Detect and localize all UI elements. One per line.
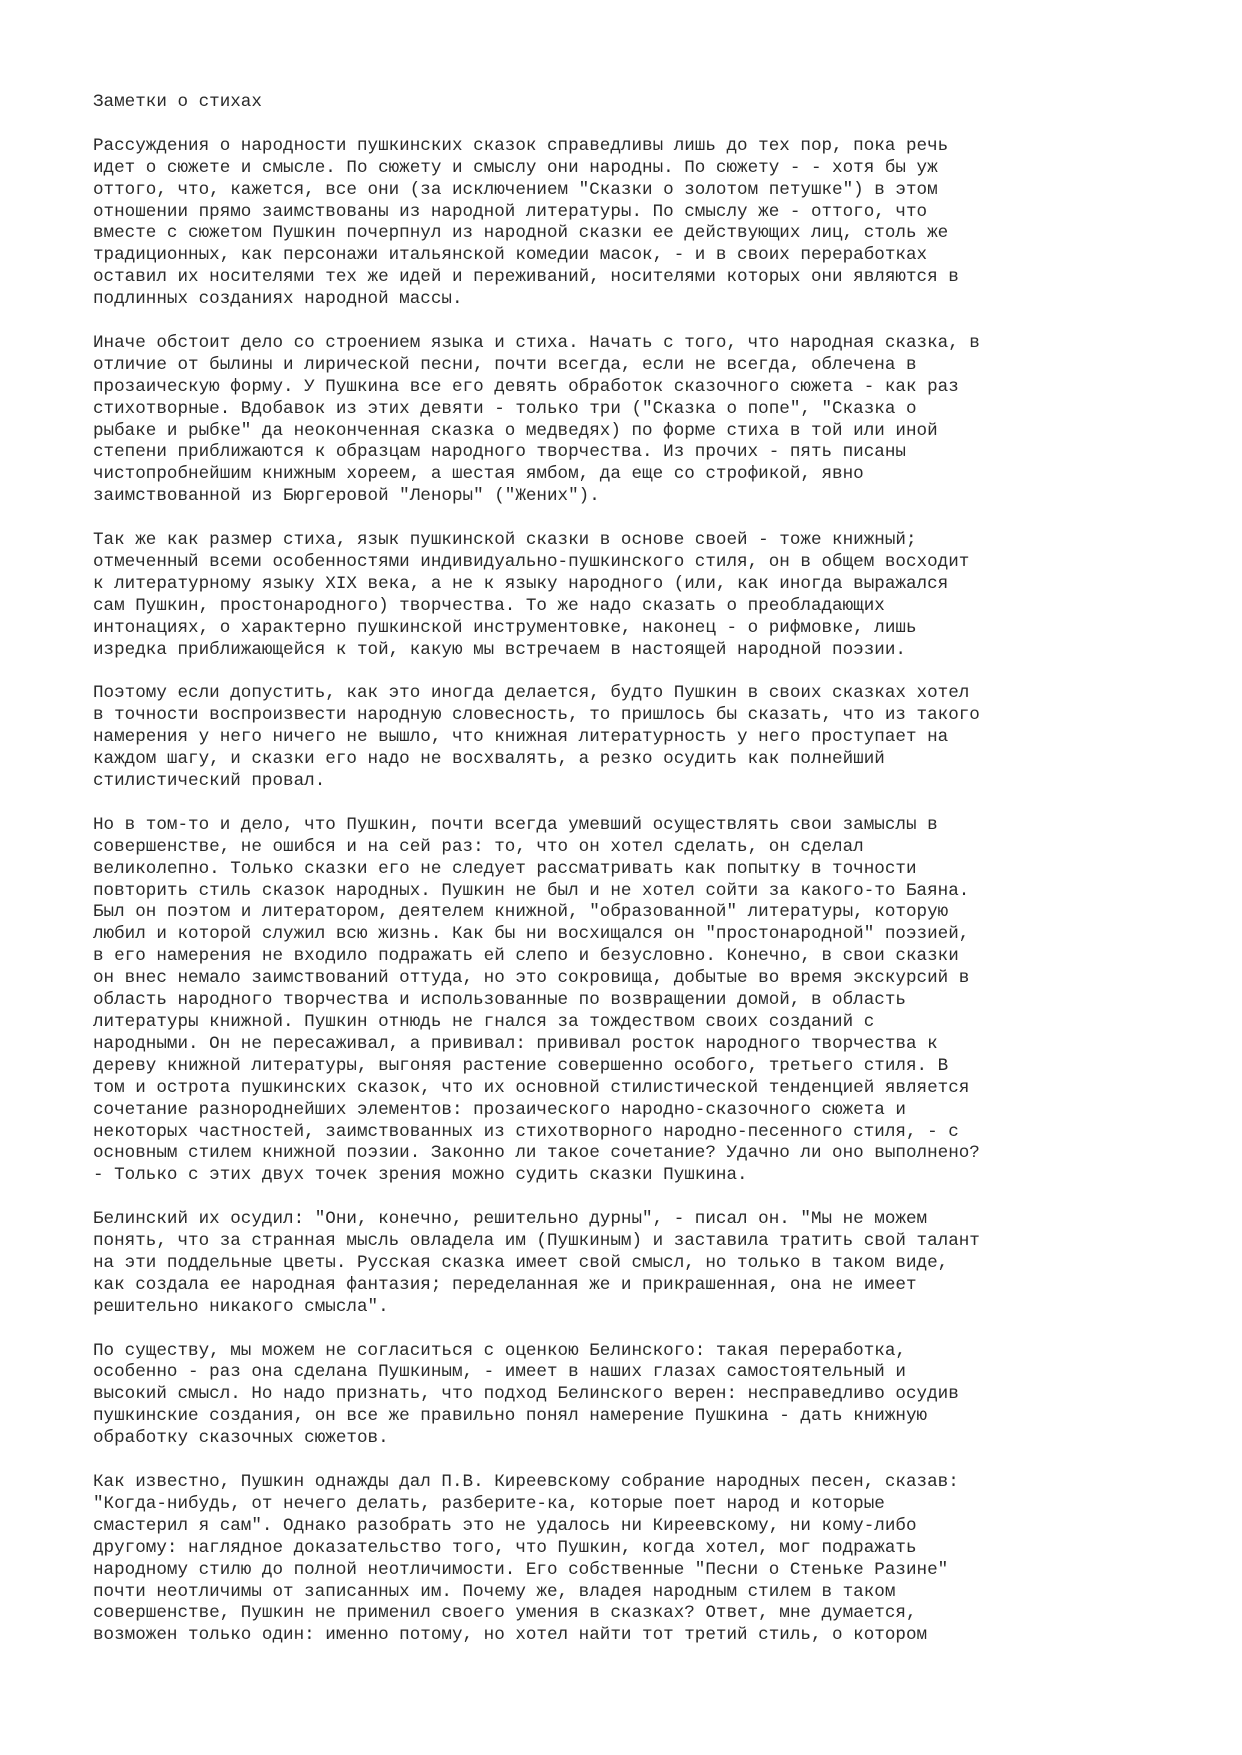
text-line: как создала ее народная фантазия; переделанная же и прикрашенная, она не имеет [93, 1274, 917, 1295]
text-line: народными. Он не пересаживал, а прививал: прививал росток народного творчества к [93, 1033, 938, 1054]
text-line: Рассуждения о народности пушкинских сказок справедливы лишь до тех пор, пока речь [93, 135, 949, 156]
text-line: отношении прямо заимствованы из народной литературы. По смыслу же - оттого, что [93, 201, 928, 222]
text-line: в его намерения не входило подражать ей слепо и безусловно. Конечно, в свои сказки [93, 946, 959, 967]
text-line: Был он поэтом и литератором, деятелем книжной, "образованной" литературы, которую [93, 902, 949, 923]
text-line: стилистический провал. [93, 771, 326, 792]
text-line: оставил их носителями тех же идей и переживаний, носителями которых они являются в [93, 267, 959, 288]
text-line: любил и которой служил всю жизнь. Как бы ни восхищался он "простонародной" поэзией, [93, 924, 970, 945]
paragraph [93, 815, 1193, 1187]
text-line: на эти поддельные цветы. Русская сказка имеет свой смысл, но только в таком виде, [93, 1252, 949, 1273]
text-line: совершенстве, не ошибся и на сей раз: то, что он хотел сделать, он сделал [93, 836, 864, 857]
text-line: обработку сказочных сюжетов. [93, 1428, 389, 1449]
text-line: отличие от былины и лирической песни, почти всегда, если не всегда, облечена в [93, 354, 917, 375]
paragraph [93, 1472, 1193, 1647]
text-line: народному стилю до полной неотличимости. Его собственные "Песни о Стеньке Разине" [93, 1559, 949, 1580]
text-line: дереву книжной литературы, выгоняя растение совершенно особого, третьего стиля. В [93, 1055, 949, 1076]
text-line: традиционных, как персонажи итальянской комедии масок, - и в своих переработках [93, 245, 928, 266]
document-body [93, 136, 1193, 1647]
text-line: другому: наглядное доказательство того, что Пушкин, когда хотел, мог подражать [93, 1537, 917, 1558]
text-line: понять, что за странная мысль овладела им (Пушкиным) и заставила тратить свой талант [93, 1231, 980, 1252]
text-line: великолепно. Только сказки его не следует рассматривать как попытку в точности [93, 858, 917, 879]
text-line: намерения у него ничего не вышло, что книжная литературность у него проступает на [93, 727, 949, 748]
text-line: смастерил я сам". Однако разобрать это не удалось ни Киреевскому, ни кому-либо [93, 1515, 917, 1536]
text-line: прозаическую форму. У Пушкина все его девять обработок сказочного сюжета - как раз [93, 376, 959, 397]
text-line: возможен только один: именно потому, но хотел найти тот третий стиль, о котором [93, 1625, 928, 1646]
text-line: некоторых частностей, заимствованных из стихотворного народно-песенного стиля, - с [93, 1121, 959, 1142]
document-page [93, 92, 1193, 1669]
text-line: основным стилем книжной поэзии. Законно ли такое сочетание? Удачно ли оно выполнено? [93, 1143, 980, 1164]
text-line: литературы книжной. Пушкин отнюдь не гнался за тождеством своих созданий с [93, 1011, 875, 1032]
text-line: Как известно, Пушкин однажды дал П.В. Киреевскому собрание народных песен, сказав: [93, 1471, 959, 1492]
text-line: решительно никакого смысла". [93, 1296, 389, 1317]
text-line: почти неотличимы от записанных им. Почему же, владея народным стилем в таком [93, 1581, 896, 1602]
text-line: вместе с сюжетом Пушкин почерпнул из народной сказки ее действующих лиц, столь же [93, 223, 949, 244]
text-line: идет о сюжете и смысле. По сюжету и смыслу они народны. По сюжету - - хотя бы уж [93, 157, 938, 178]
text-line: "Когда-нибудь, от нечего делать, разберите-ка, которые поет народ и которые [93, 1493, 885, 1514]
text-line: отмеченный всеми особенностями индивидуально-пушкинского стиля, он в общем восходит [93, 551, 970, 572]
text-line: интонациях, о характерно пушкинской инструментовке, наконец - о рифмовке, лишь [93, 617, 917, 638]
paragraph [93, 683, 1193, 793]
text-line: стихотворные. Вдобавок из этих девяти - только три ("Сказка о попе", "Сказка о [93, 398, 917, 419]
text-line: совершенстве, Пушкин не применил своего умения в сказках? Ответ, мне думается, [93, 1603, 917, 1624]
text-line: пушкинские создания, он все же правильно понял намерение Пушкина - дать книжную [93, 1406, 928, 1427]
paragraph [93, 1209, 1193, 1319]
text-line: рыбаке и рыбке" да неоконченная сказка о медведях) по форме стиха в той или иной [93, 420, 938, 441]
text-line: том и острота пушкинских сказок, что их основной стилистической тенденцией является [93, 1077, 970, 1098]
text-line: Белинский их осудил: "Они, конечно, решительно дурны", - писал он. "Мы не можем [93, 1209, 928, 1230]
text-line: он внес немало заимствований оттуда, но это сокровища, добытые во время экскурсий в [93, 968, 970, 989]
text-line: каждом шагу, и сказки его надо не восхвалять, а резко осудить как полнейший [93, 749, 885, 770]
text-line: степени приближаются к образцам народного творчества. Из прочих - пять писаны [93, 442, 906, 463]
text-line: Так же как размер стиха, язык пушкинской сказки в основе своей - тоже книжный; [93, 530, 917, 551]
text-line: подлинных созданиях народной массы. [93, 289, 463, 310]
text-line: Иначе обстоит дело со строением языка и стиха. Начать с того, что народная сказка, в [93, 332, 980, 353]
text-line: высокий смысл. Но надо признать, что подход Белинского верен: несправедливо осудив [93, 1384, 959, 1405]
text-line: оттого, что, кажется, все они (за исключением "Сказки о золотом петушке") в этом [93, 179, 938, 200]
text-line: - Только с этих двух точек зрения можно судить сказки Пушкина. [93, 1165, 748, 1186]
text-line: в точности воспроизвести народную словесность, то пришлось бы сказать, что из такого [93, 705, 980, 726]
text-line: чистопробнейшим книжным хореем, а шестая ямбом, да еще со строфикой, явно [93, 464, 864, 485]
paragraph [93, 333, 1193, 508]
text-line: к литературному языку XIX века, а не к языку народного (или, как иногда выражался [93, 573, 949, 594]
text-line: изредка приближающейся к той, какую мы встречаем в настоящей народной поэзии. [93, 639, 906, 660]
paragraph [93, 1341, 1193, 1451]
text-line: сам Пушкин, простонародного) творчества. То же надо сказать о преобладающих [93, 595, 885, 616]
text-line: особенно - раз она сделана Пушкиным, - имеет в наших глазах самостоятельный и [93, 1362, 906, 1383]
text-line: повторить стиль сказок народных. Пушкин не был и не хотел сойти за какого-то Баяна. [93, 880, 970, 901]
text-line: область народного творчества и использованные по возвращении домой, в область [93, 990, 906, 1011]
paragraph [93, 530, 1193, 661]
text-line: сочетание разнороднейших элементов: прозаического народно-сказочного сюжета и [93, 1099, 906, 1120]
document-title: Заметки о стихах [93, 92, 262, 112]
text-line: По существу, мы можем не согласиться с оценкою Белинского: такая переработка, [93, 1340, 906, 1361]
text-line: заимствованной из Бюргеровой "Леноры" ("Жених"). [93, 486, 600, 507]
text-line: Поэтому если допустить, как это иногда делается, будто Пушкин в своих сказках хотел [93, 683, 970, 704]
paragraph [93, 136, 1193, 311]
text-line: Но в том-то и дело, что Пушкин, почти всегда умевший осуществлять свои замыслы в [93, 814, 938, 835]
